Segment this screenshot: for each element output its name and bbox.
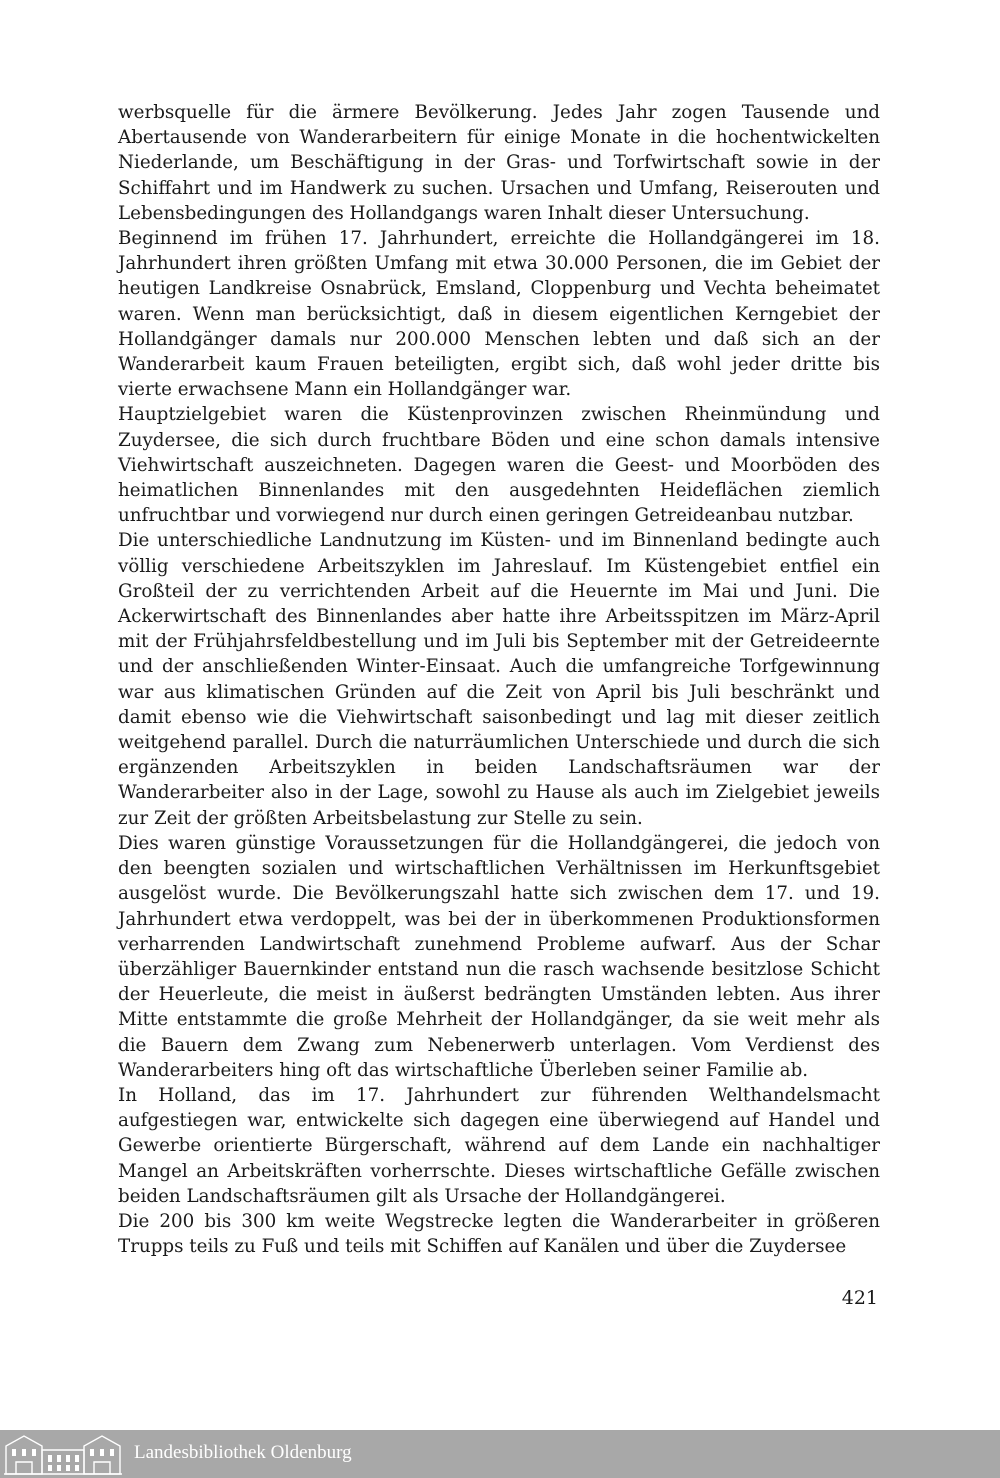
paragraph-1: werbsquelle für die ärmere Bevölkerung. Jedes Jahr zogen Tausende und Abertausende von Wanderarbeitern für einige Monate in die hochentwickelten Niederlande, um Beschäftigung in der Gras- und Torfwirtschaft sowie in der Schiffahrt und im Handwerk zu suchen. Ursachen und Umfang, Reiserouten und Lebensbedingungen des Hollandgangs waren Inhalt dieser Untersuchung. [118,102,880,224]
paragraph-5: Dies waren günstige Voraussetzungen für die Hollandgängerei, die jedoch von den beengten sozialen und wirtschaftlichen Verhältnissen im Herkunftsgebiet ausgelöst wurde. Die Bevölkerungszahl hatte sich zwischen dem 17. und 19. Jahrhundert etwa verdoppelt, was bei der in überkommenen Produktionsformen verharrenden Landwirtschaft zunehmend Probleme aufwarf. Aus der Schar überzähliger Bauernkinder entstand nun die rasch wachsende besitzlose Schicht der Heuerleute, die meist in äußerst bedrängten Umständen lebten. Aus ihrer Mitte entstammte die große Mehrheit der Hollandgänger, da sie weit mehr als die Bauern dem Zwang zum Nebenerwerb unterlagen. Vom Verdienst des Wanderarbeiters hing oft das wirtschaftliche Überleben seiner Familie ab. [118,832,880,1081]
page-number: 421 [841,1287,878,1309]
paragraph-4: Die unterschiedliche Landnutzung im Küsten- und im Binnenland bedingte auch völlig verschiedene Arbeitszyklen im Jahreslauf. Im Küstengebiet entfiel ein Großteil der zu verrichtenden Arbeit auf die Heuernte im Mai und Juni. Die Ackerwirtschaft des Binnenlandes aber hatte ihre Arbeitsspitzen im März-April mit der Frühjahrsfeldbestellung und im Juli bis September mit der Getreideernte und der anschließenden Winter-Einsaat. Auch die umfangreiche Torfgewinnung war aus klimatischen Gründen auf die Zeit von April bis Juli beschränkt und damit ebenso wie die Viehwirtschaft saisonbedingt und lag mit dieser zeitlich weitgehend parallel. Durch die naturräumlichen Unterschiede und durch die sich ergänzenden Arbeitszyklen in beiden Landschaftsräumen war der Wanderarbeiter also in der Lage, sowohl zu Hause als auch im Zielgebiet jeweils zur Zeit der größten Arbeitsbelastung zur Stelle zu sein. [118,530,880,829]
paragraph-6: In Holland, das im 17. Jahrhundert zur führenden Welthandelsmacht aufgestiegen war, entwickelte sich dagegen eine überwiegend auf Handel und Gewerbe orientierte Bürgerschaft, während auf dem Lande ein nachhaltiger Mangel an Arbeitskräften vorherrschte. Dieses wirtschaftliche Gefälle zwischen beiden Landschaftsräumen gilt als Ursache der Hollandgängerei. [118,1084,880,1207]
footer-bar [0,1430,1000,1478]
body-text [118,100,880,1259]
library-building-icon [2,1432,124,1476]
paragraph-7: Die 200 bis 300 km weite Wegstrecke legten die Wanderarbeiter in größeren Trupps teils zu Fuß und teils mit Schiffen auf Kanälen und über die Zuydersee [118,1210,880,1258]
footer-library-name: Landesbibliothek Oldenburg [134,1442,352,1463]
paragraph-3: Hauptzielgebiet waren die Küstenprovinzen zwischen Rheinmündung und Zuydersee, die sich durch fruchtbare Böden und eine schon damals intensive Viehwirtschaft auszeichneten. Dagegen waren die Geest- und Moorböden des heimatlichen Binnenlandes mit den ausgedehnten Heideflächen ziemlich unfruchtbar und vorwiegend nur durch einen geringen Getreideanbau nutzbar. [118,404,880,527]
paragraph-2: Beginnend im frühen 17. Jahrhundert, erreichte die Hollandgängerei im 18. Jahrhundert ihren größten Umfang mit etwa 30.000 Personen, die im Gebiet der heutigen Landkreise Osnabrück, Emsland, Cloppenburg und Vechta beheimatet waren. Wenn man berücksichtigt, daß in diesem eigentlichen Kerngebiet der Hollandgänger damals nur 200.000 Menschen lebten und daß sich an der Wanderarbeit kaum Frauen beteiligten, ergibt sich, daß wohl jeder dritte bis vierte erwachsene Mann ein Hollandgänger war. [118,228,880,401]
